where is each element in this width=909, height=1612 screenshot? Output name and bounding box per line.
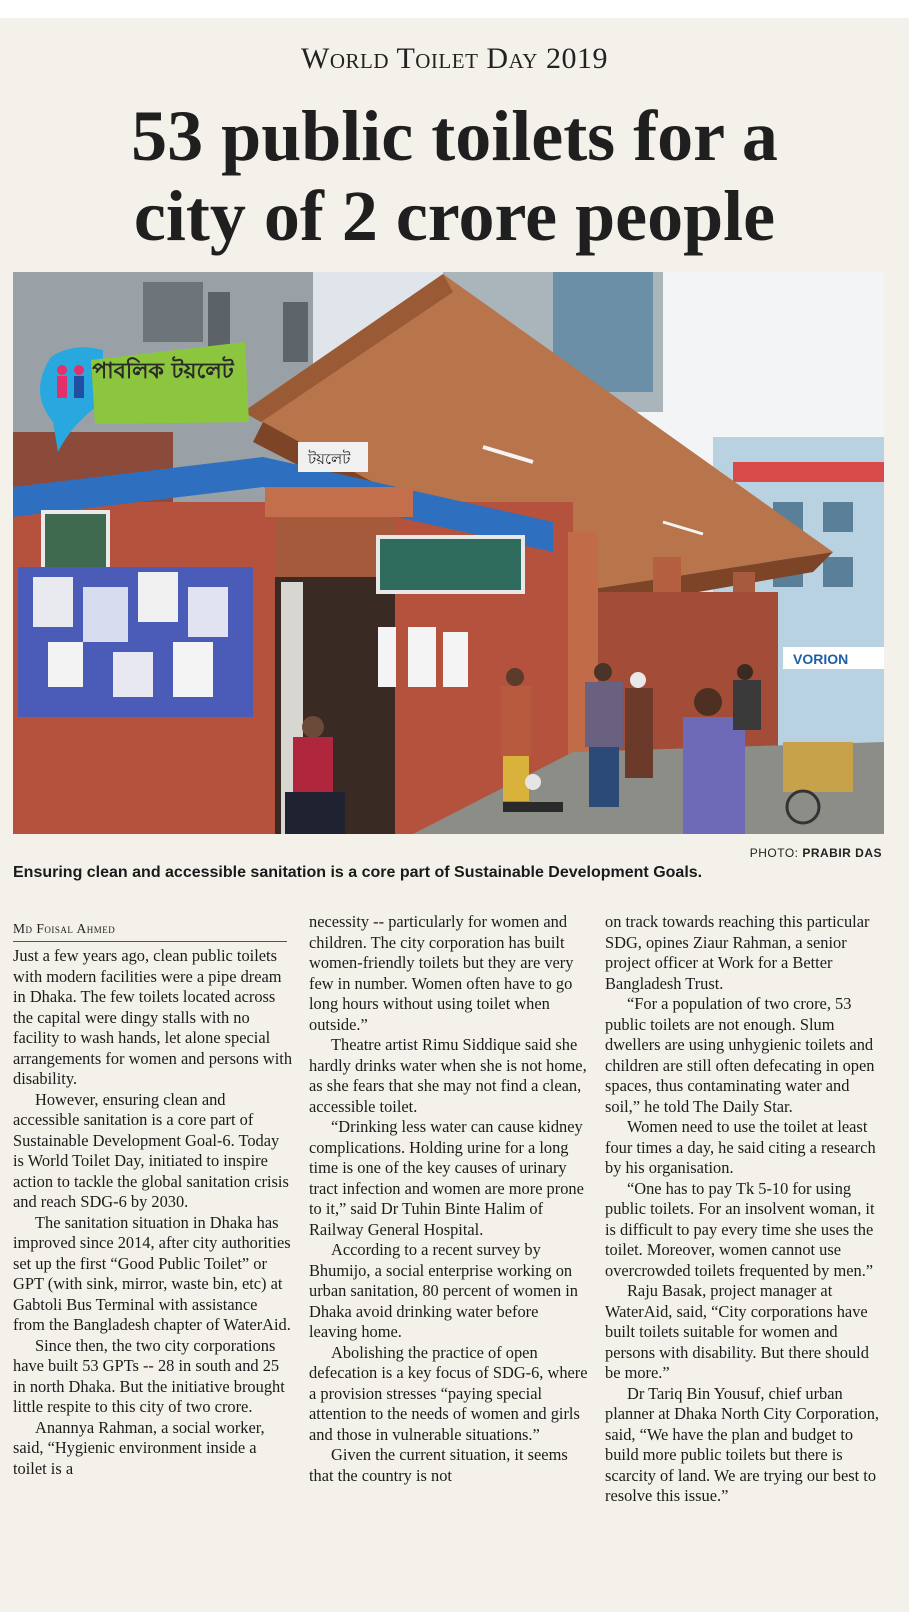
paragraph: Abolishing the practice of open defecation is a key focus of SDG-6, where a provision stresses “paying special attention to the needs of women and girls and those in vulnerable situations.” [309, 1342, 588, 1444]
headline-line-2: city of 2 crore people [133, 176, 776, 256]
article-column-2 [309, 912, 589, 1486]
paragraph: The sanitation situation in Dhaka has improved since 2014, after city authorities set up the first “Good Public Toilet” or GPT (with sink, mirror, waste bin, etc) at Gabtoli Bus Terminal with assistance from the Bangladesh chapter of WaterAid. [13, 1212, 291, 1334]
photo-caption: Ensuring clean and accessible sanitation is a core part of Sustainable Development Goals. [13, 864, 703, 881]
paragraph: Just a few years ago, clean public toilets with modern facilities were a pipe dream in Dhaka. The few toilets located across the capital were dingy stalls with no facility to wash hands, let alone special arrangements for women and persons with disability. [13, 946, 293, 1088]
newspaper-page [0, 18, 909, 1612]
article-column-3 [605, 912, 885, 1507]
paragraph: necessity -- particularly for women and children. The city corporation has built women-friendly toilets but they are very few in number. Women often have to go long hours without using toilet when outside.” [309, 912, 574, 1034]
shop-sign-text: VORION [793, 651, 849, 667]
paragraph: “One has to pay Tk 5-10 for using public toilets. For an insolvent woman, it is difficult to pay every time she uses the toilet. Moreover, women cannot use overcrowded toilets frequented by men.” [605, 1178, 875, 1280]
photo-credit-label: PHOTO: [749, 846, 803, 860]
public-toilet-sign-text: পাবলিক টয়লেট [92, 359, 234, 384]
paragraph: Theatre artist Rimu Siddique said she hardly drinks water when she is not home, as she fears that she may not find a clean, accessible toilet. [309, 1035, 587, 1116]
paragraph: Anannya Rahman, a social worker, said, “Hygienic environment inside a toilet is a [13, 1417, 265, 1478]
headline [0, 96, 909, 256]
paragraph: Since then, the two city corporations have built 53 GPTs -- 28 in south and 25 in north Dhaka. But the initiative brought little respite to this city of two crore. [13, 1335, 285, 1416]
paragraph: on track towards reaching this particular SDG, opines Ziaur Rahman, a senior project officer at Work for a Better Bangladesh Trust. [605, 912, 870, 993]
paragraph: Women need to use the toilet at least four times a day, he said citing a research by his organisation. [605, 1117, 876, 1177]
headline-line-1: 53 public toilets for a [131, 96, 778, 176]
news-photo [13, 272, 884, 834]
public-toilet-photo [13, 272, 884, 834]
small-sign-text: টয়লেট [308, 450, 351, 468]
article-column-1 [13, 946, 293, 1479]
paragraph: Given the current situation, it seems that the country is not [309, 1445, 568, 1485]
paragraph: Dr Tariq Bin Yousuf, chief urban planner at Dhaka North City Corporation, said, “We have the plan and budget to build more public toilets but there is scarcity of land. We are trying our best to resolve this issue.” [605, 1383, 880, 1505]
photo-credit [750, 846, 882, 860]
paragraph: “Drinking less water can cause kidney complications. Holding urine for a long time is one of the key causes of urinary tract infection and women are more prone to it,” said Dr Tuhin Binte Halim of Railway General Hospital. [309, 1117, 584, 1239]
kicker: World Toilet Day 2019 [301, 42, 608, 75]
paragraph: “For a population of two crore, 53 public toilets are not enough. Slum dwellers are using unhygienic toilets and children are still often defecating in open spaces, thus contaminating water and soil,” he told The Daily Star. [605, 994, 875, 1116]
paragraph: According to a recent survey by Bhumijo, a social enterprise working on urban sanitation, 80 percent of women in Dhaka avoid drinking water before leaving home. [309, 1240, 579, 1341]
paragraph: However, ensuring clean and accessible sanitation is a core part of Sustainable Development Goal-6. Today is World Toilet Day, initiated to inspire action to tackle the global sanitation crisis and reach SDG-6 by 2030. [13, 1089, 289, 1211]
byline: Md Foisal Ahmed [13, 921, 287, 942]
photo-credit-name: PRABIR DAS [802, 846, 882, 860]
paragraph: Raju Basak, project manager at WaterAid, said, “City corporations have built toilets suitable for women and persons with disability. But there should be more.” [605, 1281, 869, 1382]
